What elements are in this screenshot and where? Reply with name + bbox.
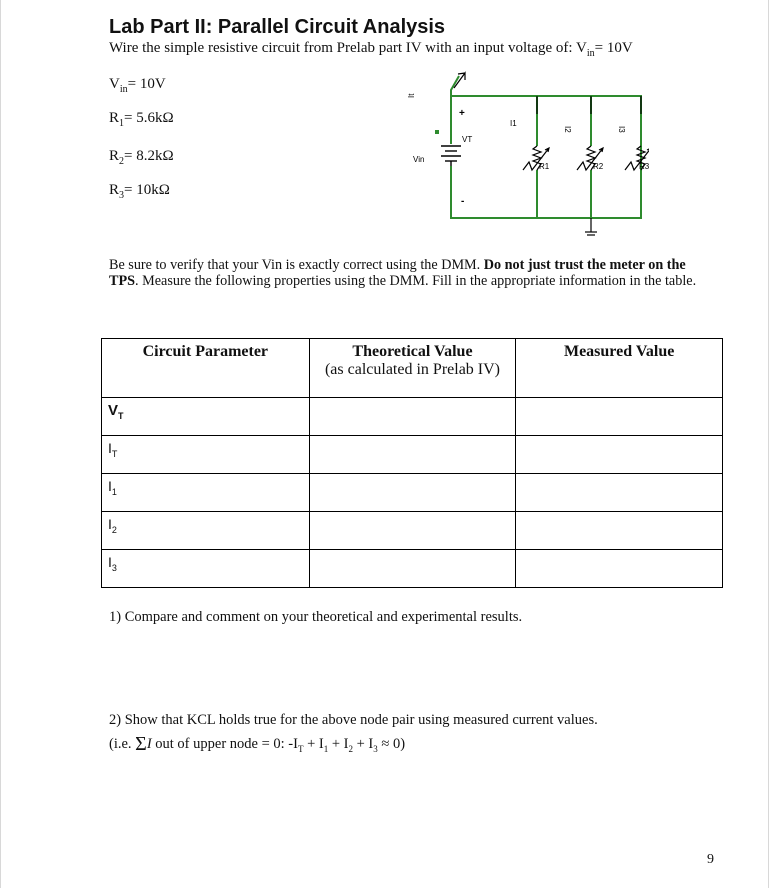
node-dot [435, 130, 439, 134]
row-label-i2: $I_2$ [102, 512, 310, 550]
measured-cell[interactable] [516, 474, 723, 512]
label-plus: + [459, 108, 465, 119]
instruction-text: Wire the simple resistive circuit from Prelab part IV with an input voltage of: $V_{in}= 10V$ [109, 40, 633, 59]
param-r2: $R_2= 8.2k\Omega$ [109, 148, 174, 167]
param-vin: $V_{in}= 10V$ [109, 76, 166, 95]
table-row [102, 398, 723, 436]
theoretical-cell[interactable] [309, 550, 516, 588]
page-title: Lab Part II: Parallel Circuit Analysis [109, 16, 446, 38]
measured-cell[interactable] [516, 512, 723, 550]
label-r3: R3 [639, 162, 649, 171]
battery-icon [441, 146, 461, 166]
theoretical-cell[interactable] [309, 512, 516, 550]
label-r2: R2 [593, 162, 604, 171]
question-1: 1) Compare and comment on your theoretical and experimental results. [109, 609, 523, 625]
label-r1: R1 [539, 162, 550, 171]
label-minus: - [461, 196, 465, 207]
page-number: 9 [707, 852, 714, 867]
instruction-paragraph: Be sure to verify that your Vin is exactly correct using the DMM. Do not just trust the meter on the TPS. Measure the following properties using the DMM. Fill in the appropriate information in the table. [109, 257, 697, 289]
measured-cell[interactable] [516, 550, 723, 588]
label-i2: I2 [563, 126, 572, 133]
header-measured-value: Measured Value [516, 339, 723, 398]
row-label-vt: $V_T$ [102, 398, 310, 436]
theoretical-cell[interactable] [309, 436, 516, 474]
question-2-formula: (i.e. ΣI out of upper node = 0: $-I_T + I_1 + I_2 + I_3 \approx 0$) [109, 733, 406, 755]
ground-icon [585, 218, 597, 235]
row-label-i3: $I_3$ [102, 550, 310, 588]
row-label-i1: $I_1$ [102, 474, 310, 512]
measured-cell[interactable] [516, 436, 723, 474]
table-header-row [102, 339, 723, 398]
label-it: It [407, 93, 416, 98]
theoretical-cell[interactable] [309, 398, 516, 436]
circuit-wires [451, 76, 641, 218]
sigma-symbol: Σ [135, 733, 147, 755]
label-i3: I3 [617, 126, 626, 133]
table-row [102, 474, 723, 512]
label-vt: VT [462, 135, 473, 144]
measurement-table [101, 338, 723, 588]
label-vin: Vin [413, 155, 425, 164]
current-markers [537, 96, 641, 114]
header-theoretical-value: Theoretical Value (as calculated in Prelab IV) [309, 339, 516, 398]
table-row [102, 512, 723, 550]
question-2: 2) Show that KCL holds true for the above node pair using measured current values. [109, 712, 598, 728]
measured-cell[interactable] [516, 398, 723, 436]
circuit-diagram [399, 66, 649, 246]
theoretical-cell[interactable] [309, 474, 516, 512]
row-label-it: $I_T$ [102, 436, 310, 474]
header-circuit-parameter: Circuit Parameter [102, 339, 310, 398]
param-r1: $R_1= 5.6k\Omega$ [109, 110, 174, 129]
table-row [102, 436, 723, 474]
table-row [102, 550, 723, 588]
label-i1: I1 [510, 119, 517, 128]
param-r3: $R_3= 10k\Omega$ [109, 182, 170, 201]
